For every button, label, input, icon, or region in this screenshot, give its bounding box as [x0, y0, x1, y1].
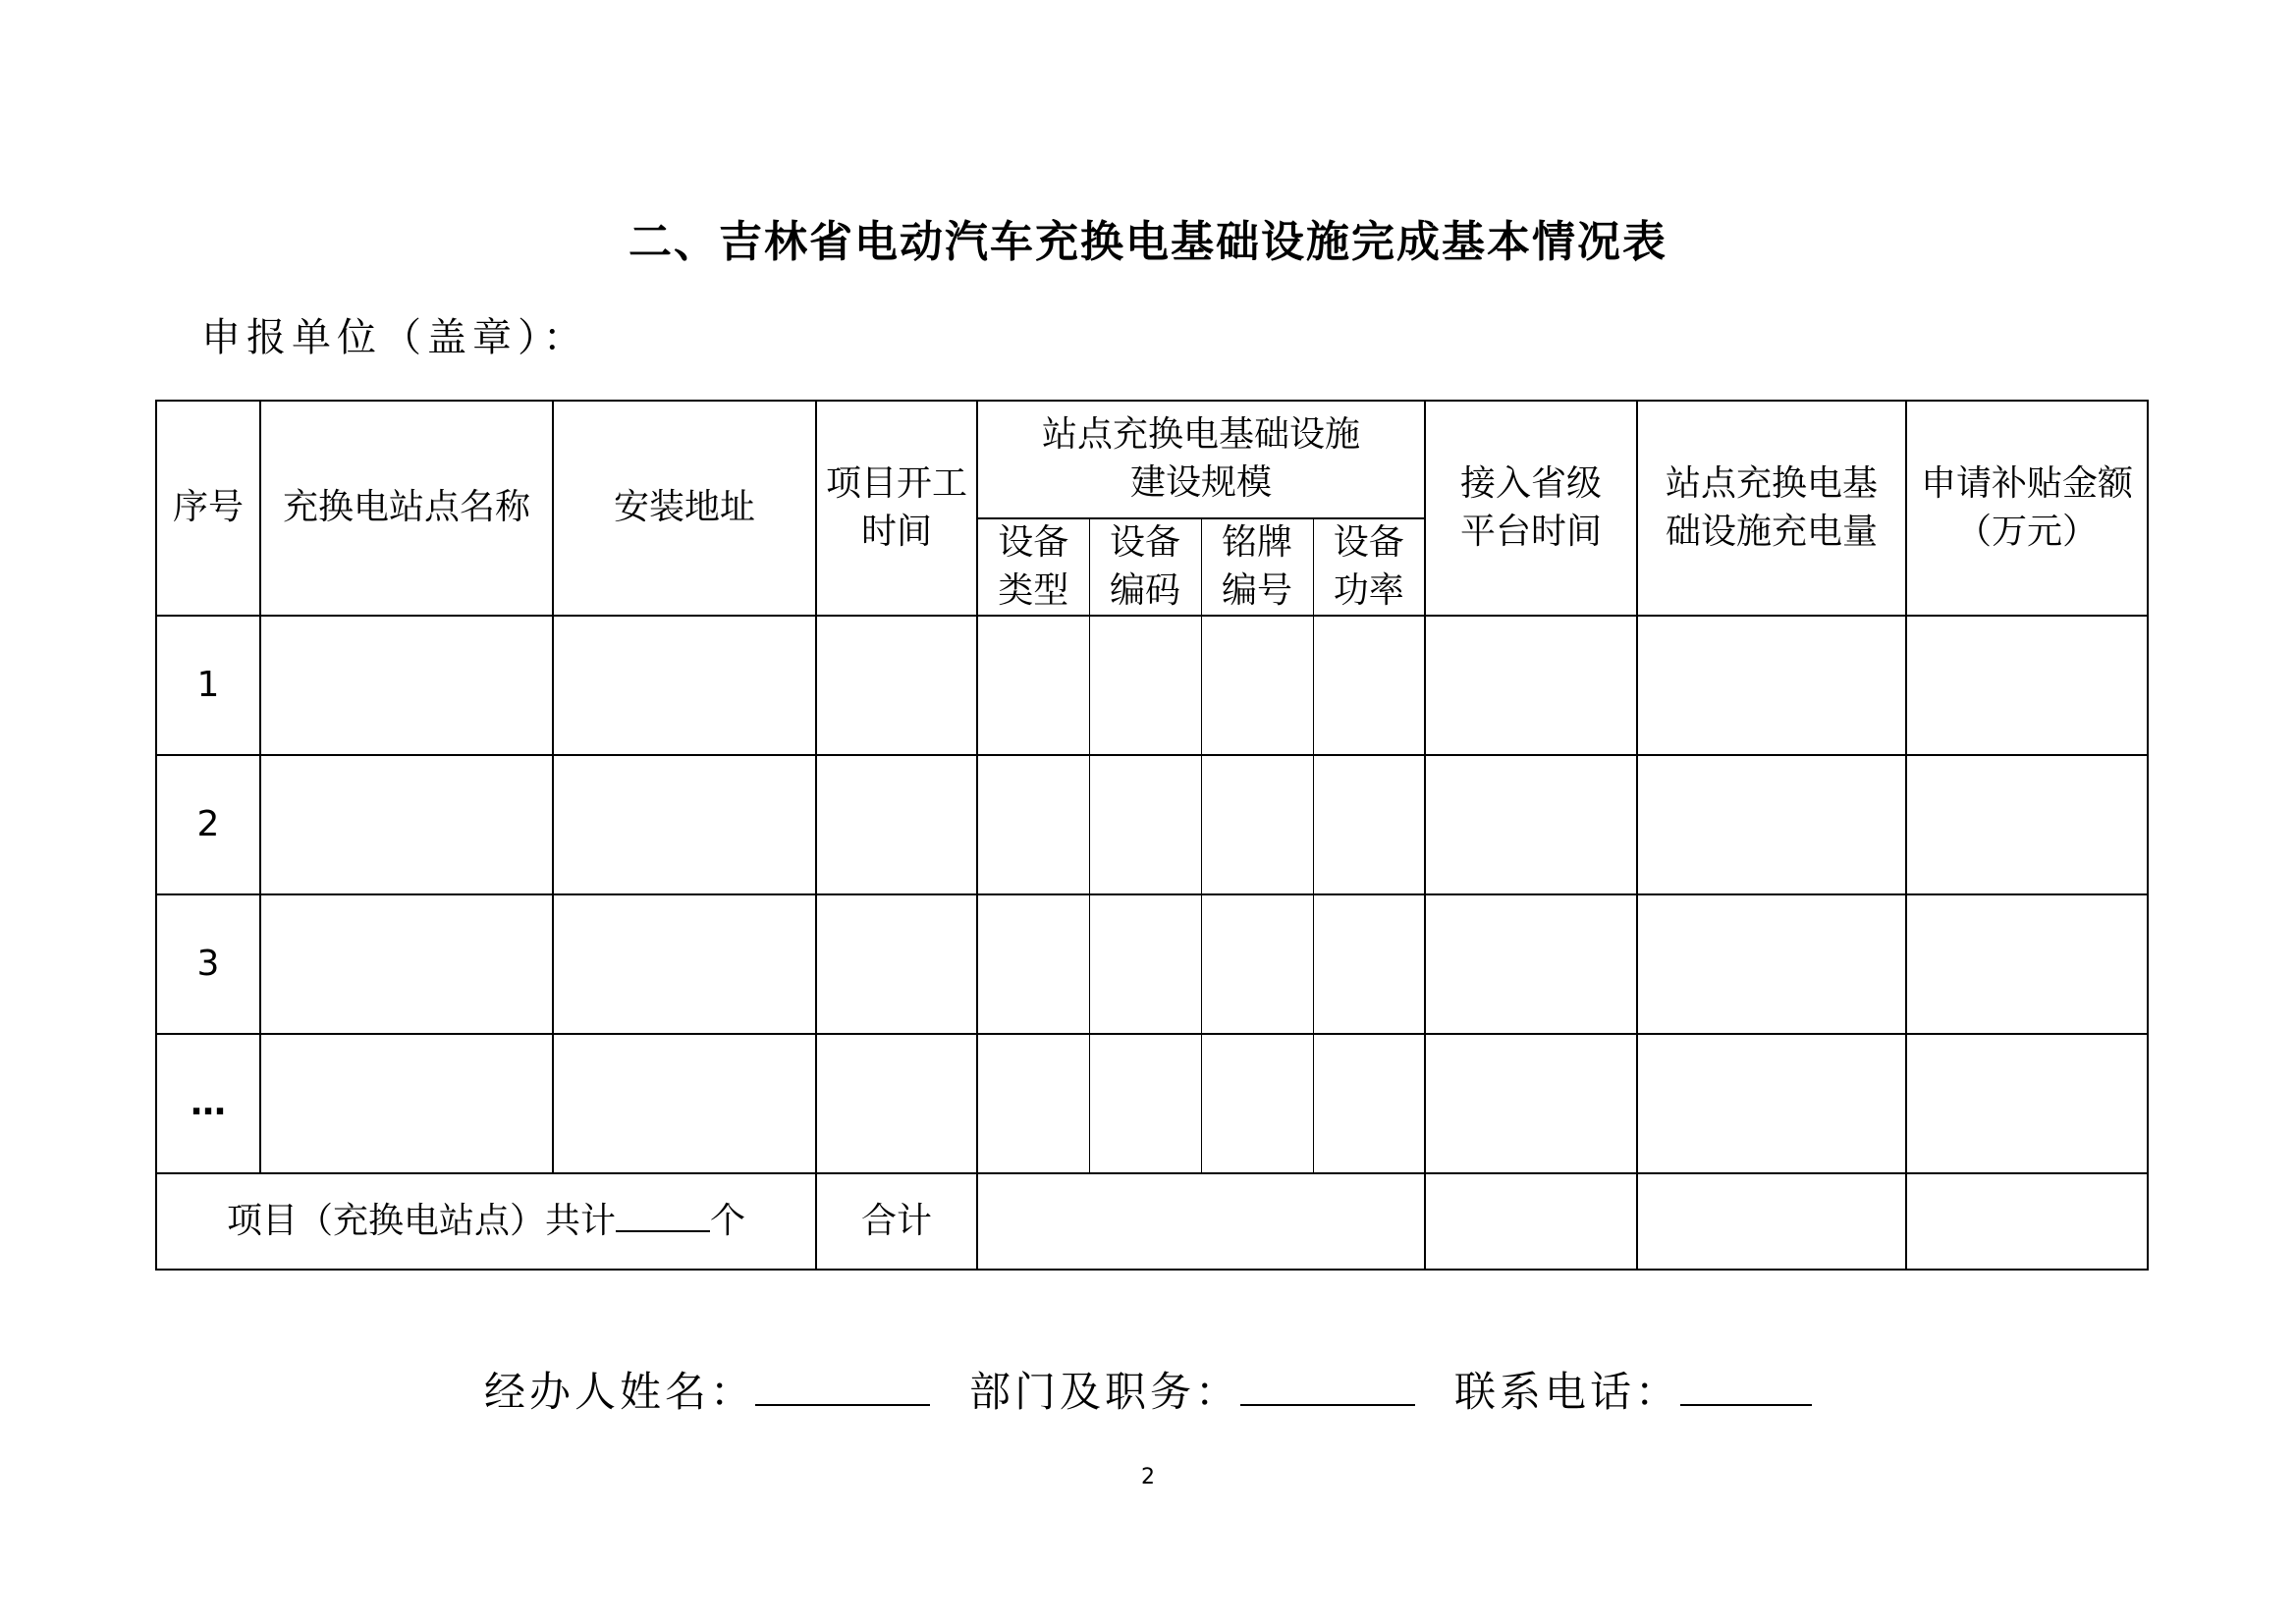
cell-device-code[interactable]: [1089, 894, 1201, 1034]
total-scale-cell[interactable]: [977, 1173, 1425, 1270]
cell-start-time[interactable]: [816, 1034, 977, 1173]
document-title: 二、吉林省电动汽车充换电基础设施完成基本情况表: [629, 217, 1667, 267]
row-seq: …: [156, 1034, 260, 1173]
cell-nameplate-number[interactable]: [1201, 1034, 1313, 1173]
station-count-cell: [156, 1173, 816, 1270]
cell-device-code[interactable]: [1089, 1034, 1201, 1173]
cell-address[interactable]: [553, 894, 816, 1034]
cell-device-power[interactable]: [1313, 755, 1425, 894]
table-row: [156, 616, 2148, 755]
cell-device-code[interactable]: [1089, 616, 1201, 755]
cell-subsidy-amount[interactable]: [1906, 1034, 2148, 1173]
cell-address[interactable]: [553, 616, 816, 755]
header-start-time: 项目开工 时间: [816, 401, 977, 616]
handler-blank[interactable]: [755, 1365, 930, 1406]
total-subsidy-cell[interactable]: [1906, 1173, 2148, 1270]
row-seq: 3: [156, 894, 260, 1034]
cell-device-type[interactable]: [977, 1034, 1089, 1173]
cell-subsidy-amount[interactable]: [1906, 616, 2148, 755]
cell-start-time[interactable]: [816, 894, 977, 1034]
cell-device-type[interactable]: [977, 894, 1089, 1034]
header-build-scale: 站点充换电基础设施 建设规模: [977, 401, 1425, 518]
total-label: 合计: [816, 1173, 977, 1270]
header-station-name: 充换电站点名称: [260, 401, 553, 616]
cell-charge-amount[interactable]: [1637, 1034, 1906, 1173]
phone-label: 联系电话：: [1454, 1368, 1681, 1416]
header-seq: 序号: [156, 401, 260, 616]
cell-station-name[interactable]: [260, 894, 553, 1034]
cell-start-time[interactable]: [816, 616, 977, 755]
total-platform-cell[interactable]: [1425, 1173, 1637, 1270]
header-device-code: 设备 编码: [1089, 518, 1201, 616]
cell-nameplate-number[interactable]: [1201, 894, 1313, 1034]
handler-label: 经办人姓名：: [483, 1368, 755, 1416]
phone-blank[interactable]: [1680, 1365, 1812, 1406]
dept-blank[interactable]: [1240, 1365, 1415, 1406]
cell-device-type[interactable]: [977, 616, 1089, 755]
header-device-type: 设备 类型: [977, 518, 1089, 616]
cell-station-name[interactable]: [260, 616, 553, 755]
row-seq: 2: [156, 755, 260, 894]
station-count-prefix: 项目（充换电站点）共计: [226, 1201, 616, 1242]
cell-address[interactable]: [553, 755, 816, 894]
cell-subsidy-amount[interactable]: [1906, 755, 2148, 894]
completion-table: [155, 400, 2149, 1271]
cell-nameplate-number[interactable]: [1201, 755, 1313, 894]
cell-device-power[interactable]: [1313, 894, 1425, 1034]
total-charge-cell[interactable]: [1637, 1173, 1906, 1270]
table-row: [156, 755, 2148, 894]
dept-label: 部门及职务：: [968, 1368, 1240, 1416]
summary-row: [156, 1173, 2148, 1270]
header-device-power: 设备 功率: [1313, 518, 1425, 616]
header-charge-amount: 站点充换电基 础设施充电量: [1637, 401, 1906, 616]
cell-device-power[interactable]: [1313, 616, 1425, 755]
page-number: 2: [1141, 1465, 1155, 1489]
row-seq: 1: [156, 616, 260, 755]
cell-device-power[interactable]: [1313, 1034, 1425, 1173]
cell-platform-time[interactable]: [1425, 755, 1637, 894]
cell-charge-amount[interactable]: [1637, 755, 1906, 894]
cell-device-type[interactable]: [977, 755, 1089, 894]
cell-device-code[interactable]: [1089, 755, 1201, 894]
header-subsidy-amount: 申请补贴金额 （万元）: [1906, 401, 2148, 616]
cell-platform-time[interactable]: [1425, 1034, 1637, 1173]
cell-address[interactable]: [553, 1034, 816, 1173]
table-row: [156, 1034, 2148, 1173]
cell-station-name[interactable]: [260, 755, 553, 894]
cell-nameplate-number[interactable]: [1201, 616, 1313, 755]
cell-charge-amount[interactable]: [1637, 616, 1906, 755]
cell-start-time[interactable]: [816, 755, 977, 894]
applicant-label: 申报单位（盖章）：: [201, 315, 588, 360]
header-platform-time: 接入省级 平台时间: [1425, 401, 1637, 616]
cell-platform-time[interactable]: [1425, 616, 1637, 755]
cell-station-name[interactable]: [260, 1034, 553, 1173]
station-count-blank[interactable]: [616, 1197, 710, 1232]
table-row: [156, 894, 2148, 1034]
cell-subsidy-amount[interactable]: [1906, 894, 2148, 1034]
signature-line: [0, 1360, 2296, 1419]
cell-charge-amount[interactable]: [1637, 894, 1906, 1034]
station-count-suffix: 个: [710, 1201, 746, 1242]
header-nameplate-number: 铭牌 编号: [1201, 518, 1313, 616]
header-address: 安装地址: [553, 401, 816, 616]
cell-platform-time[interactable]: [1425, 894, 1637, 1034]
